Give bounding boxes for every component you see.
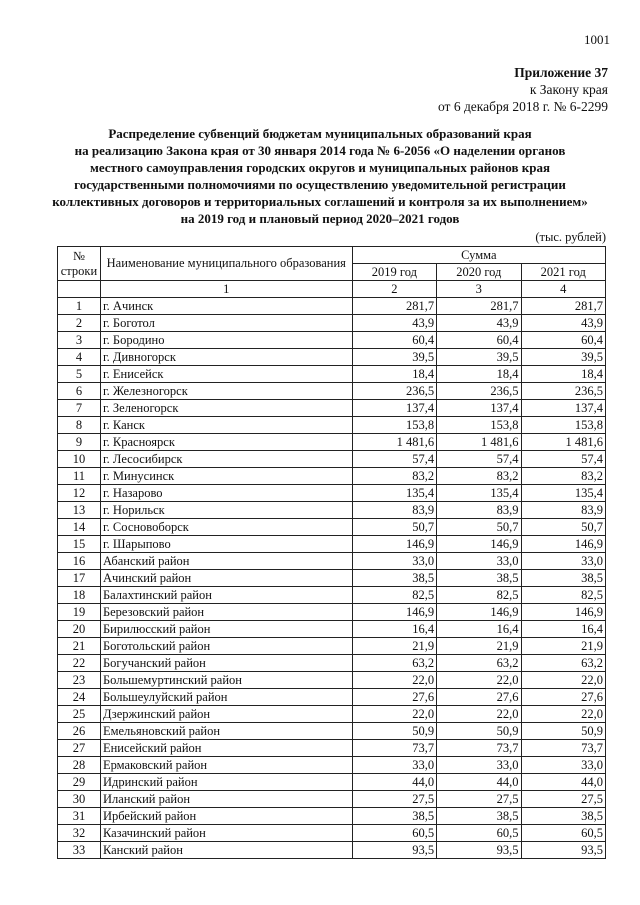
value-2019-cell: 44,0: [352, 774, 436, 791]
value-2020-cell: 153,8: [437, 417, 521, 434]
document-title: [40, 125, 600, 227]
municipality-name-cell: Ачинский район: [100, 570, 352, 587]
municipality-name-cell: г. Железногорск: [100, 383, 352, 400]
row-number-cell: 12: [58, 485, 101, 502]
row-number-cell: 2: [58, 315, 101, 332]
value-2020-cell: 146,9: [437, 604, 521, 621]
value-2020-cell: 135,4: [437, 485, 521, 502]
row-number-cell: 14: [58, 519, 101, 536]
value-2019-cell: 137,4: [352, 400, 436, 417]
municipality-name-cell: г. Сосновоборск: [100, 519, 352, 536]
row-number-cell: 7: [58, 400, 101, 417]
row-number-cell: 11: [58, 468, 101, 485]
value-2020-cell: 236,5: [437, 383, 521, 400]
municipality-name-cell: Абанский район: [100, 553, 352, 570]
value-2020-cell: 22,0: [437, 706, 521, 723]
municipality-name-cell: г. Красноярск: [100, 434, 352, 451]
table-row: [58, 400, 606, 417]
row-number-cell: 17: [58, 570, 101, 587]
page-number: 1001: [584, 32, 610, 47]
municipality-name-cell: Березовский район: [100, 604, 352, 621]
value-2019-cell: 39,5: [352, 349, 436, 366]
municipality-name-cell: г. Назарово: [100, 485, 352, 502]
value-2021-cell: 236,5: [521, 383, 605, 400]
value-2019-cell: 22,0: [352, 706, 436, 723]
title-line: Распределение субвенций бюджетам муниципальных образований края: [108, 126, 532, 141]
row-number-cell: 8: [58, 417, 101, 434]
value-2020-cell: 60,4: [437, 332, 521, 349]
header-2021: 2021 год: [521, 264, 605, 281]
value-2020-cell: 44,0: [437, 774, 521, 791]
value-2019-cell: 18,4: [352, 366, 436, 383]
municipality-name-cell: г. Зеленогорск: [100, 400, 352, 417]
value-2019-cell: 73,7: [352, 740, 436, 757]
value-2019-cell: 83,2: [352, 468, 436, 485]
row-number-cell: 28: [58, 757, 101, 774]
table-row: [58, 570, 606, 587]
value-2021-cell: 63,2: [521, 655, 605, 672]
value-2021-cell: 18,4: [521, 366, 605, 383]
col-index: 2: [352, 281, 436, 298]
value-2021-cell: 57,4: [521, 451, 605, 468]
value-2020-cell: 38,5: [437, 570, 521, 587]
row-number-cell: 18: [58, 587, 101, 604]
value-2020-cell: 22,0: [437, 672, 521, 689]
table-row: [58, 519, 606, 536]
value-2021-cell: 146,9: [521, 604, 605, 621]
row-number-cell: 4: [58, 349, 101, 366]
value-2020-cell: 50,9: [437, 723, 521, 740]
col-index: 1: [100, 281, 352, 298]
value-2020-cell: 39,5: [437, 349, 521, 366]
value-2021-cell: 33,0: [521, 757, 605, 774]
value-2020-cell: 137,4: [437, 400, 521, 417]
value-2019-cell: 33,0: [352, 757, 436, 774]
row-number-cell: 31: [58, 808, 101, 825]
value-2020-cell: 93,5: [437, 842, 521, 859]
value-2019-cell: 50,9: [352, 723, 436, 740]
row-number-cell: 20: [58, 621, 101, 638]
table-row: [58, 842, 606, 859]
value-2020-cell: 73,7: [437, 740, 521, 757]
table-row: [58, 332, 606, 349]
municipality-name-cell: г. Ачинск: [100, 298, 352, 315]
row-number-cell: 27: [58, 740, 101, 757]
value-2021-cell: 44,0: [521, 774, 605, 791]
appendix-date-number: от 6 декабря 2018 г. № 6-2299: [437, 99, 608, 114]
value-2019-cell: 22,0: [352, 672, 436, 689]
municipality-name-cell: Ермаковский район: [100, 757, 352, 774]
municipality-name-cell: Балахтинский район: [100, 587, 352, 604]
table-row: [58, 298, 606, 315]
value-2021-cell: 38,5: [521, 808, 605, 825]
value-2020-cell: 82,5: [437, 587, 521, 604]
value-2021-cell: 82,5: [521, 587, 605, 604]
municipality-name-cell: Енисейский район: [100, 740, 352, 757]
table-row: [58, 638, 606, 655]
value-2019-cell: 1 481,6: [352, 434, 436, 451]
municipality-name-cell: г. Бородино: [100, 332, 352, 349]
municipality-name-cell: Дзержинский район: [100, 706, 352, 723]
title-line: государственными полномочиями по осуществлению уведомительной регистрации: [74, 177, 566, 192]
value-2019-cell: 236,5: [352, 383, 436, 400]
value-2020-cell: 16,4: [437, 621, 521, 638]
table-row: [58, 451, 606, 468]
row-number-cell: 29: [58, 774, 101, 791]
value-2021-cell: 73,7: [521, 740, 605, 757]
municipality-name-cell: Боготольский район: [100, 638, 352, 655]
value-2021-cell: 93,5: [521, 842, 605, 859]
table-body: [58, 298, 606, 859]
value-2021-cell: 83,9: [521, 502, 605, 519]
table-row: [58, 468, 606, 485]
value-2019-cell: 82,5: [352, 587, 436, 604]
row-number-cell: 19: [58, 604, 101, 621]
value-2021-cell: 43,9: [521, 315, 605, 332]
table-row: [58, 485, 606, 502]
municipality-name-cell: г. Боготол: [100, 315, 352, 332]
value-2021-cell: 21,9: [521, 638, 605, 655]
subvention-table: [57, 246, 606, 859]
value-2021-cell: 50,9: [521, 723, 605, 740]
row-number-cell: 16: [58, 553, 101, 570]
header-name: Наименование муниципального образования: [100, 247, 352, 281]
title-line: на 2019 год и плановый период 2020–2021 годов: [180, 211, 460, 226]
table-row: [58, 604, 606, 621]
value-2020-cell: 38,5: [437, 808, 521, 825]
value-2020-cell: 27,6: [437, 689, 521, 706]
row-number-cell: 6: [58, 383, 101, 400]
col-index: 4: [521, 281, 605, 298]
value-2021-cell: 83,2: [521, 468, 605, 485]
table-row: [58, 621, 606, 638]
table-row: [58, 383, 606, 400]
table-row: [58, 655, 606, 672]
table-row: [58, 706, 606, 723]
municipality-name-cell: г. Минусинск: [100, 468, 352, 485]
table-row: [58, 553, 606, 570]
municipality-name-cell: г. Норильск: [100, 502, 352, 519]
row-number-cell: 21: [58, 638, 101, 655]
row-number-cell: 25: [58, 706, 101, 723]
value-2021-cell: 38,5: [521, 570, 605, 587]
value-2019-cell: 33,0: [352, 553, 436, 570]
row-number-cell: 22: [58, 655, 101, 672]
value-2020-cell: 50,7: [437, 519, 521, 536]
row-number-cell: 26: [58, 723, 101, 740]
municipality-name-cell: Большемуртинский район: [100, 672, 352, 689]
value-2019-cell: 93,5: [352, 842, 436, 859]
value-2021-cell: 27,6: [521, 689, 605, 706]
appendix-to-law: к Закону края: [529, 82, 608, 97]
value-2019-cell: 146,9: [352, 604, 436, 621]
row-number-cell: 15: [58, 536, 101, 553]
col-index: 3: [437, 281, 521, 298]
value-2019-cell: 60,5: [352, 825, 436, 842]
municipality-name-cell: Иланский район: [100, 791, 352, 808]
value-2020-cell: 63,2: [437, 655, 521, 672]
table-row: [58, 587, 606, 604]
municipality-name-cell: Большеулуйский район: [100, 689, 352, 706]
value-2021-cell: 1 481,6: [521, 434, 605, 451]
row-number-cell: 13: [58, 502, 101, 519]
table-row: [58, 774, 606, 791]
value-2020-cell: 1 481,6: [437, 434, 521, 451]
row-number-cell: 32: [58, 825, 101, 842]
value-2020-cell: 18,4: [437, 366, 521, 383]
title-line: местного самоуправления городских округов и муниципальных районов края: [90, 160, 550, 175]
value-2021-cell: 50,7: [521, 519, 605, 536]
table-row: [58, 740, 606, 757]
row-number-cell: 24: [58, 689, 101, 706]
row-number-cell: 9: [58, 434, 101, 451]
value-2020-cell: 83,9: [437, 502, 521, 519]
value-2020-cell: 33,0: [437, 757, 521, 774]
value-2019-cell: 60,4: [352, 332, 436, 349]
title-line: коллективных договоров и территориальных соглашений и контроля за их выполнением»: [52, 194, 588, 209]
col-index-empty: [58, 281, 101, 298]
value-2020-cell: 43,9: [437, 315, 521, 332]
table-row: [58, 315, 606, 332]
value-2019-cell: 38,5: [352, 570, 436, 587]
value-2021-cell: 153,8: [521, 417, 605, 434]
value-2019-cell: 281,7: [352, 298, 436, 315]
row-number-cell: 23: [58, 672, 101, 689]
row-number-cell: 1: [58, 298, 101, 315]
row-number-cell: 30: [58, 791, 101, 808]
value-2019-cell: 43,9: [352, 315, 436, 332]
value-2019-cell: 38,5: [352, 808, 436, 825]
value-2019-cell: 153,8: [352, 417, 436, 434]
municipality-name-cell: г. Шарыпово: [100, 536, 352, 553]
value-2019-cell: 57,4: [352, 451, 436, 468]
table-row: [58, 825, 606, 842]
header-sum: Сумма: [352, 247, 605, 264]
value-2020-cell: 146,9: [437, 536, 521, 553]
value-2019-cell: 21,9: [352, 638, 436, 655]
value-2019-cell: 27,5: [352, 791, 436, 808]
row-number-cell: 3: [58, 332, 101, 349]
value-2020-cell: 57,4: [437, 451, 521, 468]
municipality-name-cell: г. Лесосибирск: [100, 451, 352, 468]
value-2020-cell: 33,0: [437, 553, 521, 570]
table-row: [58, 791, 606, 808]
municipality-name-cell: Идринский район: [100, 774, 352, 791]
municipality-name-cell: г. Енисейск: [100, 366, 352, 383]
header-2019: 2019 год: [352, 264, 436, 281]
value-2020-cell: 83,2: [437, 468, 521, 485]
value-2021-cell: 135,4: [521, 485, 605, 502]
value-2019-cell: 135,4: [352, 485, 436, 502]
table-row: [58, 366, 606, 383]
municipality-name-cell: Богучанский район: [100, 655, 352, 672]
units-label: (тыс. рублей): [535, 230, 606, 244]
table-row: [58, 349, 606, 366]
table-row: [58, 689, 606, 706]
table-row: [58, 808, 606, 825]
value-2021-cell: 146,9: [521, 536, 605, 553]
value-2019-cell: 63,2: [352, 655, 436, 672]
header-row-number: [58, 247, 101, 281]
value-2019-cell: 50,7: [352, 519, 436, 536]
value-2019-cell: 27,6: [352, 689, 436, 706]
municipality-name-cell: Бирилюсский район: [100, 621, 352, 638]
municipality-name-cell: г. Дивногорск: [100, 349, 352, 366]
value-2021-cell: 39,5: [521, 349, 605, 366]
appendix-block: [438, 64, 608, 115]
table-row: [58, 723, 606, 740]
municipality-name-cell: г. Канск: [100, 417, 352, 434]
value-2021-cell: 22,0: [521, 706, 605, 723]
value-2021-cell: 16,4: [521, 621, 605, 638]
value-2020-cell: 281,7: [437, 298, 521, 315]
table-row: [58, 502, 606, 519]
value-2021-cell: 60,5: [521, 825, 605, 842]
value-2019-cell: 146,9: [352, 536, 436, 553]
header-2020: 2020 год: [437, 264, 521, 281]
value-2021-cell: 33,0: [521, 553, 605, 570]
municipality-name-cell: Емельяновский район: [100, 723, 352, 740]
value-2021-cell: 60,4: [521, 332, 605, 349]
value-2020-cell: 60,5: [437, 825, 521, 842]
header-num-line2: строки: [60, 263, 98, 278]
value-2021-cell: 137,4: [521, 400, 605, 417]
table-row: [58, 757, 606, 774]
municipality-name-cell: Казачинский район: [100, 825, 352, 842]
header-num-line1: №: [73, 248, 85, 263]
municipality-name-cell: Ирбейский район: [100, 808, 352, 825]
table-row: [58, 536, 606, 553]
value-2020-cell: 27,5: [437, 791, 521, 808]
value-2021-cell: 22,0: [521, 672, 605, 689]
title-line: на реализацию Закона края от 30 января 2014 года № 6-2056 «О наделении органов: [74, 143, 566, 158]
value-2021-cell: 281,7: [521, 298, 605, 315]
row-number-cell: 33: [58, 842, 101, 859]
municipality-name-cell: Канский район: [100, 842, 352, 859]
table-row: [58, 434, 606, 451]
value-2019-cell: 16,4: [352, 621, 436, 638]
row-number-cell: 10: [58, 451, 101, 468]
value-2020-cell: 21,9: [437, 638, 521, 655]
value-2021-cell: 27,5: [521, 791, 605, 808]
table-row: [58, 417, 606, 434]
appendix-label: Приложение 37: [514, 65, 608, 80]
table-row: [58, 672, 606, 689]
value-2019-cell: 83,9: [352, 502, 436, 519]
row-number-cell: 5: [58, 366, 101, 383]
